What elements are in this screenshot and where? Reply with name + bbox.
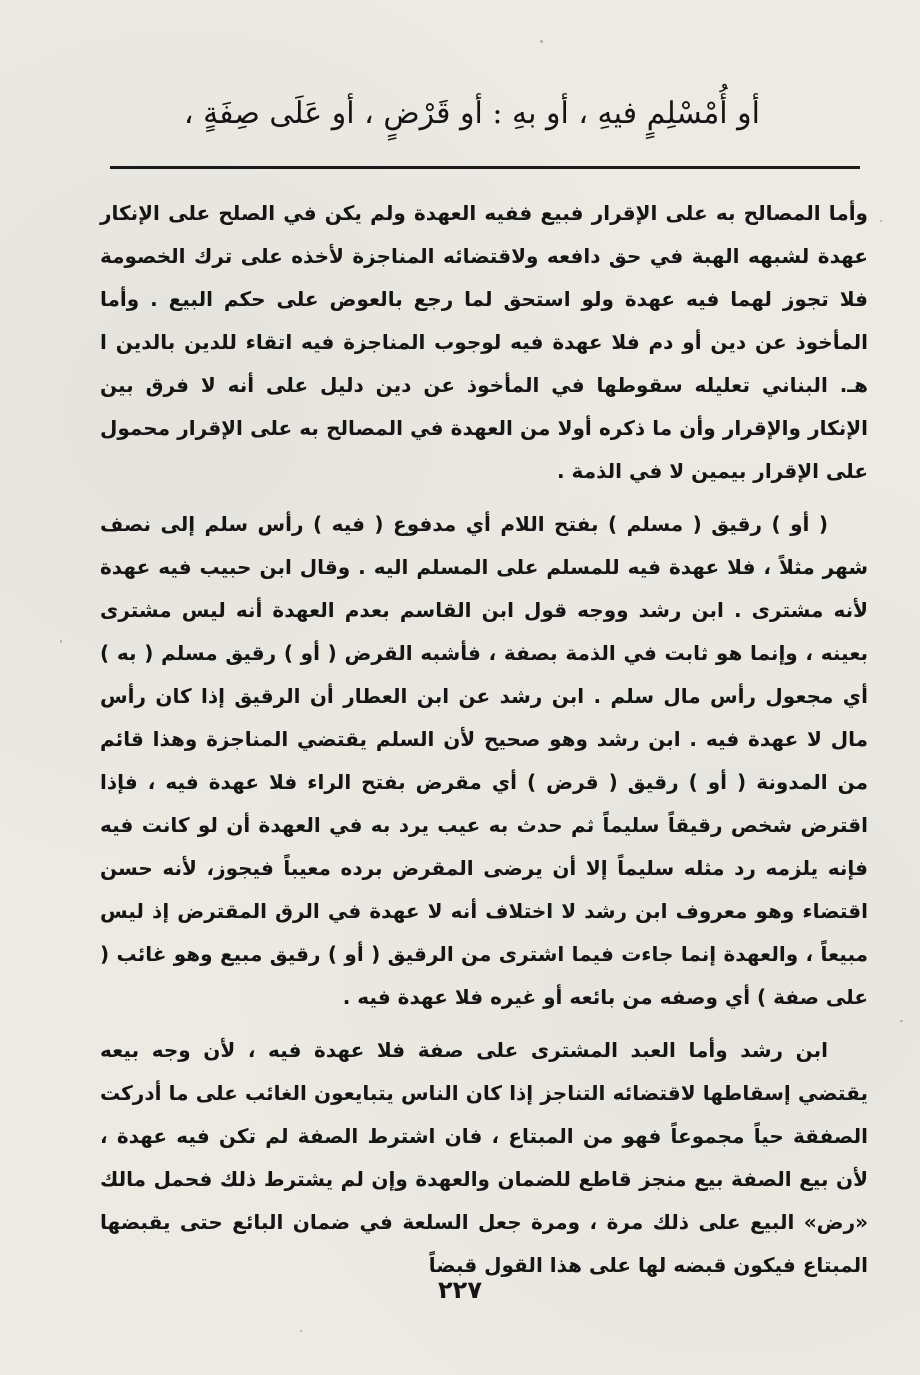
page-number: ٢٢٧ [438, 1276, 482, 1304]
scan-speck [540, 40, 543, 43]
commentary-body [100, 192, 868, 1287]
paragraph-1: وأما المصالح به على الإقرار فبيع ففيه العهدة ولم يكن في الصلح على الإنكار عهدة لشبهه الهبة في حق دافعه ولاقتضائه المناجزة لأخذه على ترك الخصومة فلا تجوز لهما فيه عهدة ولو استحق لما رجع بالعوض على حكم البيع . وأما المأخوذ عن دين أو دم فلا عهدة فيه لوجوب المناجزة فيه اتقاء للدين بالدين ا هـ. البناني تعليله سقوطها في المأخوذ عن دين دليل على أنه لا فرق بين الإنكار والإقرار وأن ما ذكره أولا من العهدة في المصالح به على الإقرار محمول على الإقرار بيمين لا في الذمة . [100, 201, 868, 483]
verse-header: أو أُمْسْلِمٍ فيهِ ، أو بهِ : أو قَرْضٍ ، أو عَلَى صِفَةٍ ، [183, 96, 760, 131]
scan-speck [900, 1020, 903, 1022]
scan-speck [60, 640, 62, 643]
scan-speck [300, 1330, 302, 1332]
paragraph-3: ابن رشد وأما العبد المشترى على صفة فلا عهدة فيه ، لأن وجه بيعه يقتضي إسقاطها لاقتضائه التناجز إذا كان الناس يتبايعون الغائب على ما أدركت الصفقة حياً مجموعاً فهو من المبتاع ، فان اشترط الصفة لم تكن فيه عهدة ، لأن بيع الصفة بيع منجز قاطع للضمان والعهدة وإن لم يشترط ذلك فحمل مالك «رض» البيع على ذلك مرة ، ومرة جعل السلعة في ضمان البائع حتى يقبضها المبتاع فيكون قبضه لها على هذا القول قبضاً [100, 1038, 868, 1277]
paragraph-2: ( أو ) رقيق ( مسلم ) بفتح اللام أي مدفوع ( فيه ) رأس سلم إلى نصف شهر مثلاً ، فلا عهدة فيه للمسلم على المسلم اليه . وقال ابن حبيب فيه عهدة لأنه مشترى . ابن رشد ووجه قول ابن القاسم بعدم العهدة أنه ليس مشترى بعينه ، وإنما هو ثابت في الذمة بصفة ، فأشبه القرض ( أو ) رقيق مسلم ( به ) أي مجعول رأس مال سلم . ابن رشد عن ابن العطار أن الرقيق إذا كان رأس مال لا عهدة فيه . ابن رشد وهو صحيح لأن السلم يقتضي المناجزة وهذا قائم من المدونة ( أو ) رقيق ( قرض ) أي مقرض بفتح الراء فلا عهدة فيه ، فإذا اقترض شخص رقيقاً سليماً ثم حدث به عيب يرد به في العهدة أن لو كانت فيه فإنه يلزمه رد مثله سليماً إلا أن يرضى المقرض برده معيباً فيجوز، لأنه حسن اقتضاء وهو معروف ابن رشد لا اختلاف أنه لا عهدة في الرق المقترض إذ ليس مبيعاً ، والعهدة إنما جاءت فيما اشترى من الرقيق ( أو ) رقيق مبيع وهو غائب ( على صفة ) أي وصفه من بائعه أو غيره فلا عهدة فيه . [100, 512, 868, 1009]
scan-speck [880, 220, 882, 222]
header-divider [110, 166, 860, 169]
